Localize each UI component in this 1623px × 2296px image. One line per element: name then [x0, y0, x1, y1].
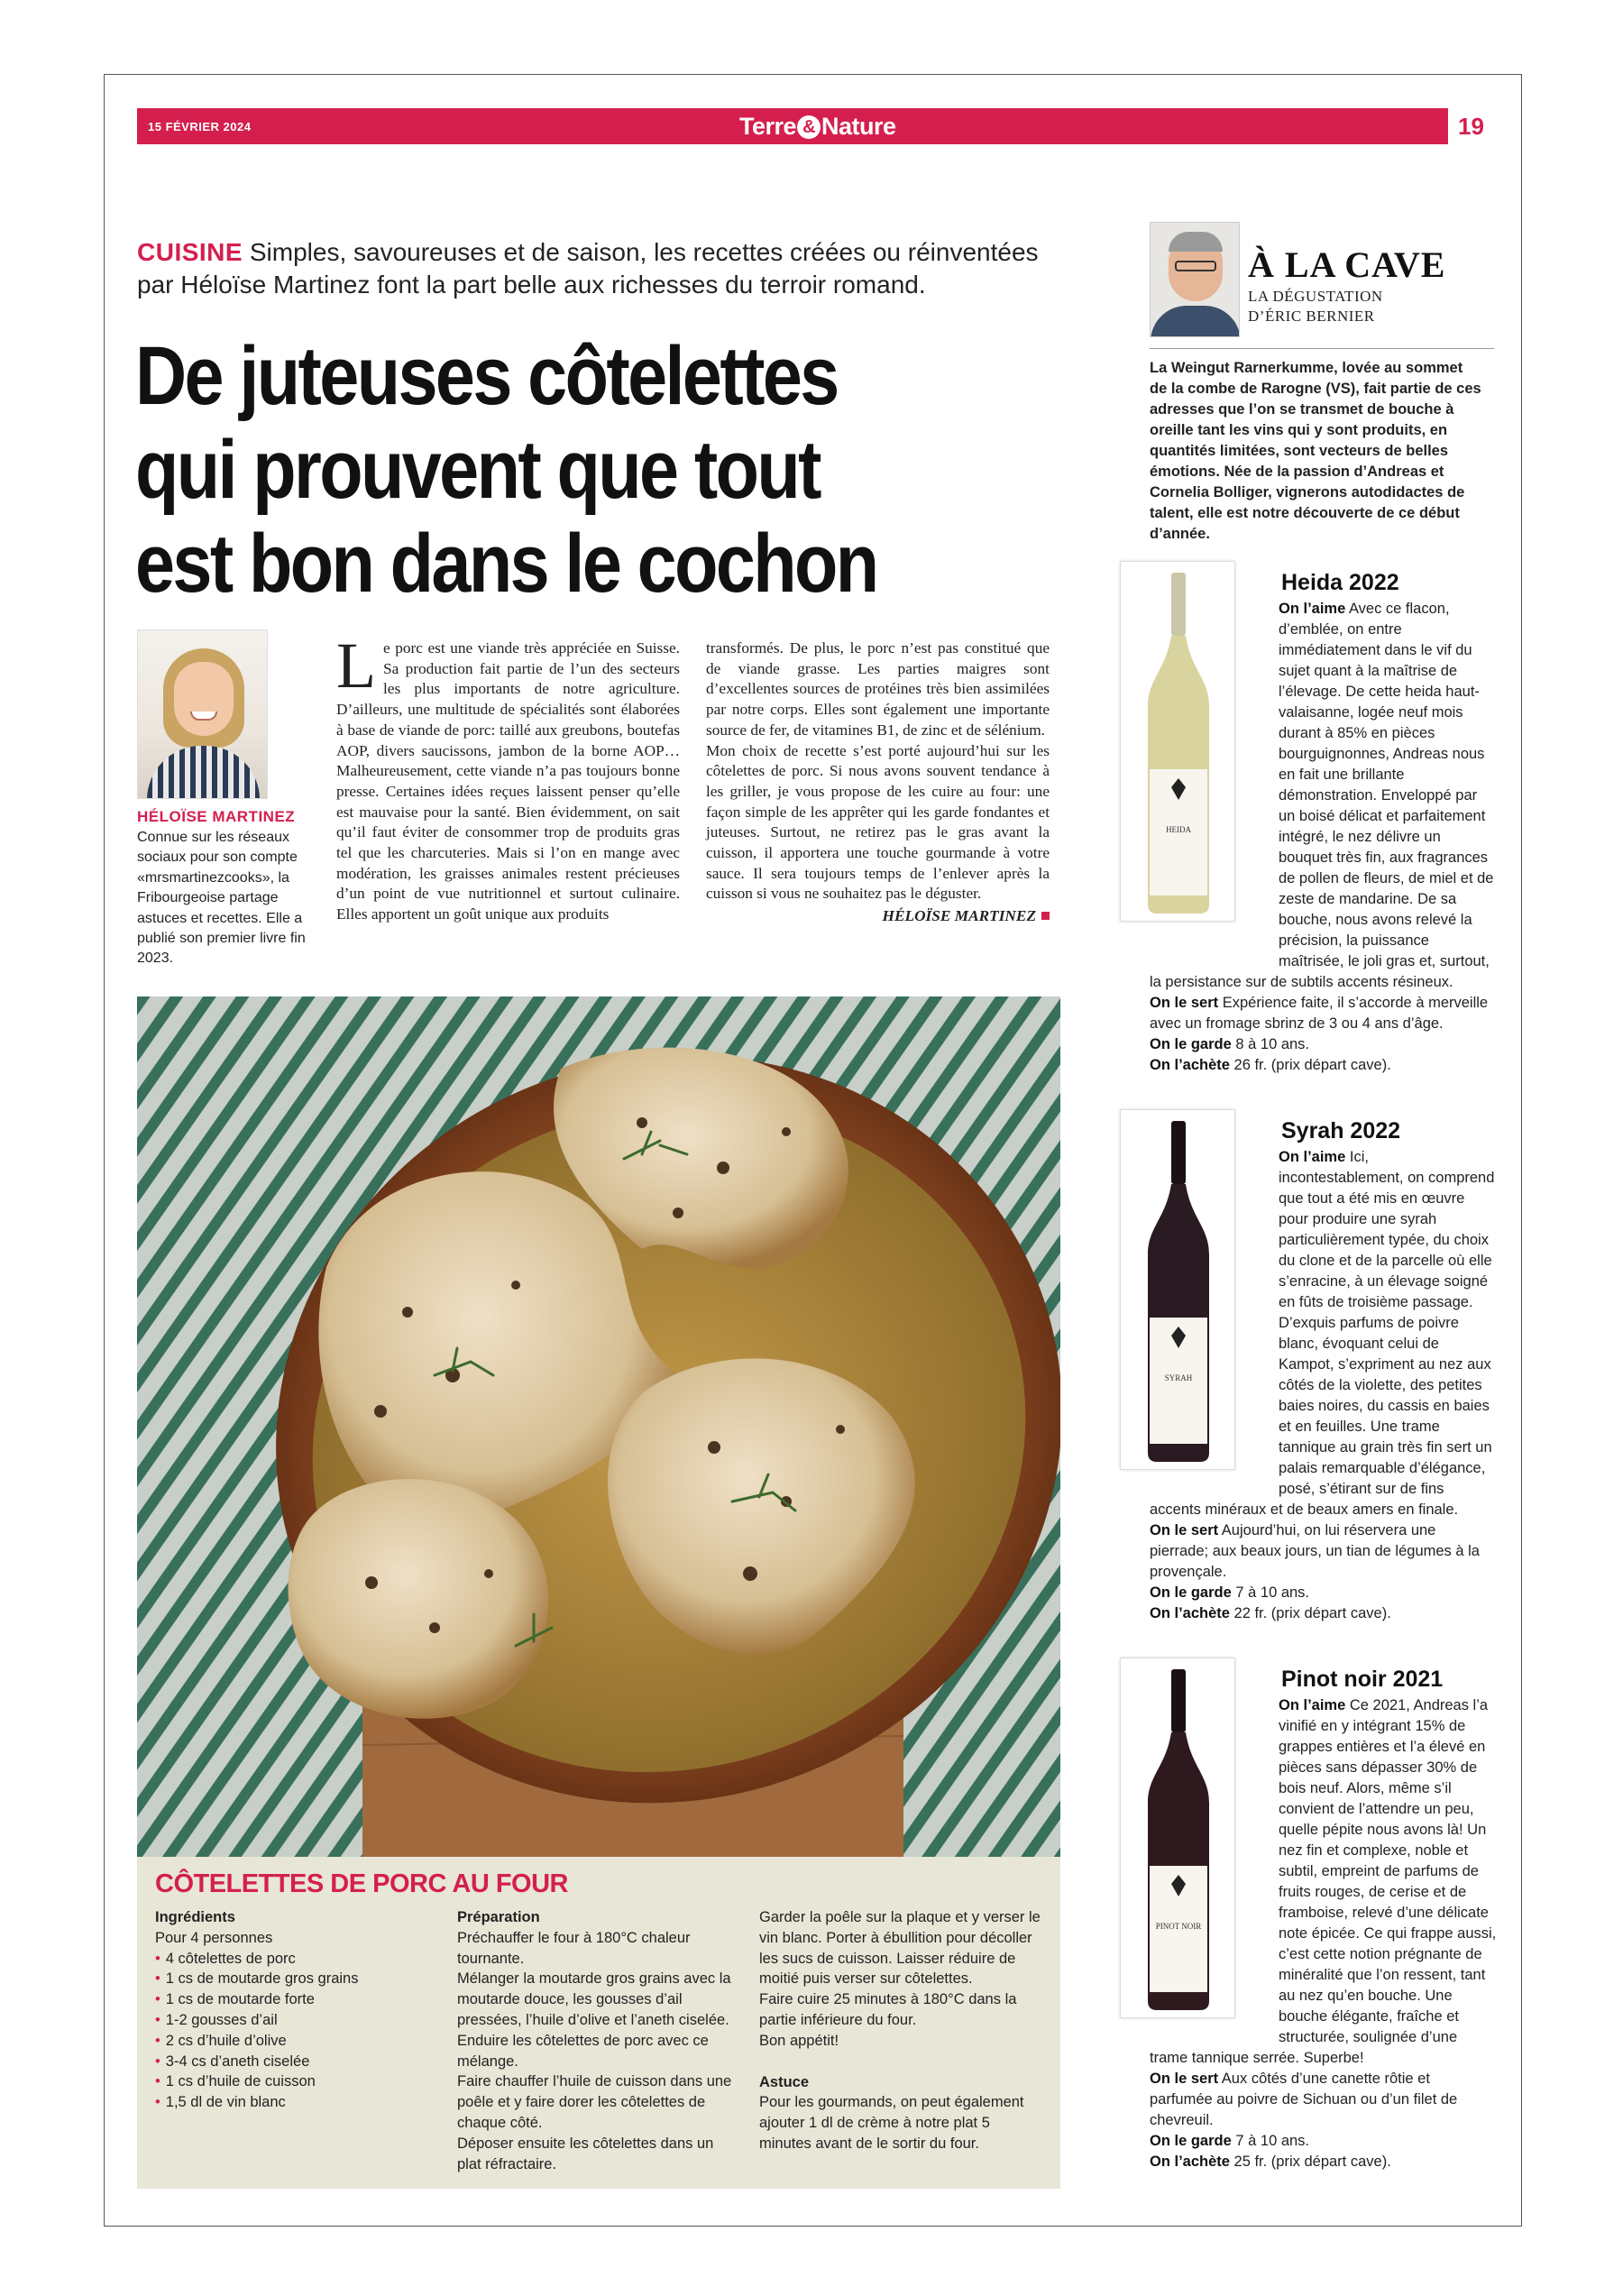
article-column-1: Le porc est une viande très appréciée en Suisse. Sa production fait partie de l’un des secteurs les plus importants de notre agriculture. D’ailleurs, une multitude de spécialités sont élaborées à base de viande de porc: taillé aux greubons, boutefas AOP, divers saucissons, jambon de la borne AOP… Malheureusement, cette viande n’a pas toujours bonne presse. Certaines idées reçues laissent penser qu’elle est mauvaise pour la santé. Bien évidemment, on sait qu’il faut éviter de consommer trop de produits gras tel que les charcuteries. Mais si l’on en mange avec modération, les graisses animales restent précieuses d’un point de vue nutritionnel et surtout culinaire. Elles apportent un goût unique aux produits — [336, 629, 680, 923]
ingredient-item: • 3-4 cs d’aneth ciselée — [155, 2052, 426, 2072]
ingredient-item: • 1 cs de moutarde forte — [155, 1989, 426, 2010]
preparation-step: Déposer ensuite les côtelettes dans un plat réfractaire. — [457, 2135, 714, 2172]
preparation-column — [457, 1907, 741, 2174]
preparation-step: Faire chauffer l’huile de cuisson dans une poêle et y faire dorer les côtelettes de chaque côté. — [457, 2073, 732, 2131]
wine-description: On l’aime Avec ce flacon, d’emblée, on entre immédiatement dans le vif du sujet quant à la maîtrise de l’élevage. De cette heida haut-valaisanne, logée neuf mois durant à 85% en pièces bourguignonnes, Andreas nous en fait une brillante démonstration. Enveloppé par un boisé délicat et parfaitement intégré, le nez délivre un bouquet très fin, aux fragrances de pollen de fleurs, de miel et de zeste de mandarine. De sa bouche, nous avons relevé la précision, la puissance maîtrisée, le joli gras et, surtout, la persistance sur de subtils accents résineux. On le sert Expérience faite, il s’accorde à merveille avec un fromage sbrinz de 3 ou 4 ans d’âge. On le garde 8 à 10 ans. On l’achète 26 fr. (prix départ cave). — [1150, 601, 1494, 1073]
wine-name: Heida 2022 — [1281, 570, 1399, 595]
author-bio: Connue sur les réseaux sociaux pour son compte «mrsmartinezcooks», la Fribourgeoise partage astuces et recettes. Elle a publié son premier livre fin 2023. — [137, 830, 306, 967]
page-number: 19 — [1445, 108, 1494, 144]
columnist-portrait — [1150, 222, 1240, 337]
article-lead — [137, 236, 1075, 301]
author-name: HÉLOÏSE MARTINEZ — [137, 808, 296, 825]
issue-date: 15 FÉVRIER 2024 — [148, 120, 252, 133]
wine-label-text: HEIDA — [1166, 825, 1191, 834]
article-column-2: transformés. De plus, le porc n’est pas constitué que de viande grasse. Les parties maigres sont d’excellentes sources de protéines très bien assimilées par notre corps. Elles sont également une importante source de fer, de vitamines B1, de zinc et de sélénium. Mon choix de recette s’est porté aujourd’hui sur les côtelettes de porc. Si nous avons souvent tendance à les griller, je vous propose de les cuire au four: une façon simple de les apprêter qui les garde fondantes et juteuses. Surtout, ne retirez pas le gras avant la cuisson, il apportera une touche gourmande à votre sauce. Il sera toujours temps de l’enlever après la cuisson si vous ne souhaitez pas le déguster. HÉLOÏSE MARTINEZ — [706, 638, 1050, 927]
wine-name: Pinot noir 2021 — [1281, 1667, 1444, 1692]
ingredient-item: • 4 côtelettes de porc — [155, 1949, 426, 1970]
preparation-continued-column — [759, 1907, 1043, 2154]
wine-description: On l’aime Ce 2021, Andreas l’a vinifié en y intégrant 15% de grappes entières et l’a élevé en pièces sans dépasser 30% de bois neuf. Alors, même s’il convient de l’attendre un peu, quelle pépite nous avons là! Un nez fin et complexe, noble et subtil, empreint de parfums de fruits rouges, de cerise et de framboise, relevé d’une délicate note épicée. Ce qui frappe aussi, c’est cette notion prégnante de minéralité que l’on ressent, tant au nez qu’en bouche. Une bouche élégante, fraîche et structurée, soulignée d’une trame tannique serrée. Superbe! On le sert Aux côtés d’une canette rôtie et parfumée au poivre de Sichuan ou d’un filet de chevreuil. On le garde 7 à 10 ans. On l’achète 25 fr. (prix départ cave). — [1150, 1697, 1497, 2170]
end-mark-icon — [1041, 912, 1050, 920]
preparation-step: Mélanger la moutarde gros grains avec la moutarde douce, les gousses d’ail pressées, l’huile d’olive et l’aneth ciselée. — [457, 1970, 731, 2028]
ingredient-item: • 1-2 gousses d’ail — [155, 2010, 426, 2031]
drop-cap: L — [336, 629, 376, 702]
author-portrait — [137, 629, 268, 799]
ingredient-item: • 2 cs d’huile d’olive — [155, 2031, 426, 2052]
ingredients-column — [155, 1907, 426, 2113]
lead-text: Simples, savoureuses et de saison, les recettes créées ou réinventées par Héloïse Martinez font la part belle aux richesses du terroir romand. — [137, 238, 1039, 298]
wine-name: Syrah 2022 — [1281, 1118, 1401, 1143]
section-kicker: CUISINE — [137, 238, 243, 266]
ingredients-list — [155, 1949, 426, 2113]
servings: Pour 4 personnes — [155, 1929, 273, 1946]
preparation-step: Préchauffer le four à 180°C chaleur tournante. — [457, 1929, 691, 1967]
preparation-step: Bon appétit! — [759, 2032, 839, 2049]
ingredients-heading: Ingrédients — [155, 1909, 235, 1925]
tip-heading: Astuce — [759, 2073, 810, 2090]
article-headline: De juteuses côtelettes qui prouvent que tout est bon dans le cochon — [135, 330, 877, 610]
preparation-step: Faire cuire 25 minutes à 180°C dans la partie inférieure du four. — [759, 1991, 1017, 2028]
preparation-heading: Préparation — [457, 1909, 540, 1925]
sidebar-title: À LA CAVE — [1248, 244, 1446, 285]
ingredient-item: • 1,5 dl de vin blanc — [155, 2092, 426, 2113]
page-header — [137, 108, 1494, 144]
publication-logo: Terre & Nature — [739, 113, 896, 140]
ingredient-item: • 1 cs d’huile de cuisson — [155, 2071, 426, 2092]
recipe-box — [137, 1857, 1060, 2189]
sidebar-intro: La Weingut Rarnerkumme, lovée au sommet de la combe de Rarogne (VS), fait partie de ces adresses que l’on se transmet de bouche à oreille tant les vins qui y sont produits, en quantités limitées, sont vecteurs de belles émotions. Née de la passion d’Andreas et Cornelia Bolliger, vignerons autodidactes de talent, elle est notre découverte de ce début d’année. — [1150, 360, 1481, 542]
tip-text: Pour les gourmands, on peut également ajouter 1 dl de crème à notre plat 5 minutes avant de le sortir du four. — [759, 2094, 1024, 2152]
sidebar-divider — [1150, 348, 1494, 349]
preparation-step: Garder la poêle sur la plaque et y verser le vin blanc. Porter à ébullition pour décoller les sucs de cuisson. Laisser réduire de moitié puis verser sur côtelettes. — [759, 1909, 1041, 1988]
ingredient-item: • 1 cs de moutarde gros grains — [155, 1969, 426, 1989]
wine-label-text: PINOT NOIR — [1155, 1922, 1202, 1931]
article-signature: HÉLOÏSE MARTINEZ — [706, 906, 1050, 927]
sidebar-subtitle: LA DÉGUSTATION D’ÉRIC BERNIER — [1248, 288, 1383, 325]
pork-chops-dish-illustration — [137, 996, 1060, 1857]
wine-description: On l’aime Ici, incontestablement, on comprend que tout a été mis en œuvre pour produire une syrah particulièrement typée, du choix du clone et de la parcelle où elle s’enracine, à un élevage soigné en fûts de troisième passage. D’exquis parfums de poivre blanc, évoquant celui de Kampot, s’expriment au nez aux côtés de la violette, des petites baies noires, du cassis en baies et en feuilles. Une trame tannique au grain très fin sert un palais remarquable d’élégance, posé, s’étirant sur de fins accents minéraux et de beaux amers en finale. On le sert Aujourd’hui, on lui réservera une pierrade; aux beaux jours, un tian de légumes à la provençale. On le garde 7 à 10 ans. On l’achète 22 fr. (prix départ cave). — [1150, 1149, 1495, 1621]
dish-photo — [137, 996, 1060, 1857]
logo-ampersand: & — [797, 115, 821, 139]
wine-label-text: SYRAH — [1164, 1373, 1193, 1382]
recipe-title: CÔTELETTES DE PORC AU FOUR — [155, 1869, 568, 1898]
preparation-step: Enduire les côtelettes de porc avec ce mélange. — [457, 2032, 709, 2070]
